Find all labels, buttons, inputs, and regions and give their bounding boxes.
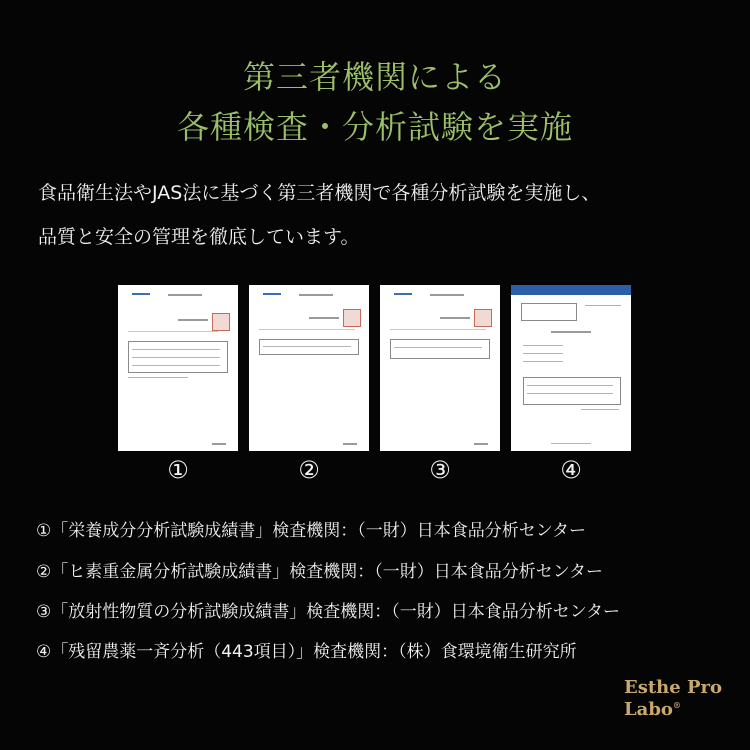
document-number-4: ④ — [560, 456, 582, 484]
document-number-1: ① — [167, 456, 189, 484]
list-item: ③「放射性物質の分析試験成績書」検査機関：（一財）日本食品分析センター — [36, 602, 621, 622]
document-thumbnail-4[interactable] — [511, 285, 631, 451]
registered-mark: ® — [672, 700, 681, 710]
list-item: ④「残留農薬一斉分析（443項目）」検査機関：（株）食環境衛生研究所 — [36, 642, 577, 662]
document-number-3: ③ — [429, 456, 451, 484]
intro-line-2: 品質と安全の管理を徹底しています。 — [38, 226, 360, 248]
document-thumbnail-2[interactable] — [249, 285, 369, 451]
document-number-2: ② — [298, 456, 320, 484]
document-thumbnail-3[interactable] — [380, 285, 500, 451]
heading-line-1: 第三者機関による — [242, 58, 507, 96]
document-thumbnail-1[interactable] — [118, 285, 238, 451]
logo-line-1: Esthe Pro — [624, 677, 722, 698]
list-item: ①「栄養成分分析試験成績書」検査機関：（一財）日本食品分析センター — [36, 521, 587, 541]
list-item: ②「ヒ素重金属分析試験成績書」検査機関：（一財）日本食品分析センター — [36, 562, 604, 582]
logo-text: Labo — [624, 699, 673, 720]
intro-line-1: 食品衛生法やJAS法に基づく第三者機関で各種分析試験を実施し、 — [38, 182, 601, 204]
heading-line-2: 各種検査・分析試験を実施 — [176, 108, 573, 146]
logo-line-2 — [624, 699, 681, 720]
